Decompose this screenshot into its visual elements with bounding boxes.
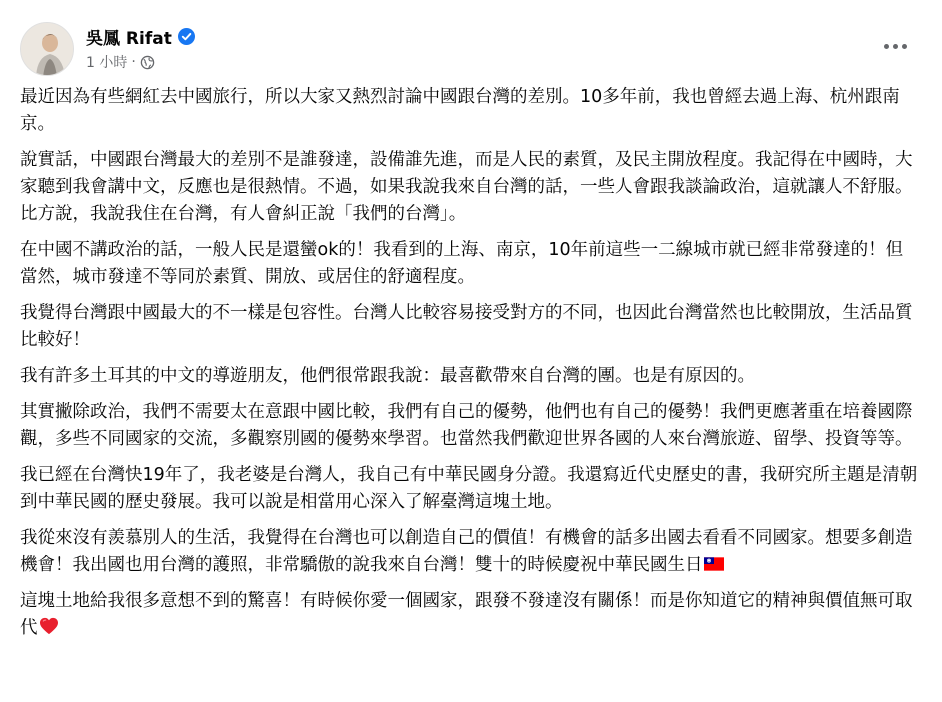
red-heart-icon: [39, 617, 59, 635]
post-paragraph: [20, 399, 920, 453]
avatar-photo-icon: [21, 23, 74, 76]
post-paragraph: [20, 525, 920, 579]
paragraph-text: 最近因為有些網紅去中國旅行，所以大家又熱烈討論中國跟台灣的差別。10多年前，我也曾經去過上海、杭州跟南京。: [20, 87, 900, 134]
paragraph-text: 我已經在台灣快19年了，我老婆是台灣人，我自己有中華民國身分證。我還寫近代史歷史的書，我研究所主題是清朝到中華民國的歷史發展。我可以說是相當用心深入了解臺灣這塊土地。: [20, 465, 918, 512]
paragraph-text: 其實撇除政治，我們不需要太在意跟中國比較，我們有自己的優勢，他們也有自己的優勢！我們更應著重在培養國際觀，多些不同國家的交流，多觀察別國的優勢來學習。也當然我們歡迎世界各國的人來台灣旅遊、留學、投資等等。: [20, 402, 913, 449]
post-header: [20, 20, 920, 76]
post-timestamp[interactable]: 1 小時: [86, 55, 128, 71]
verified-badge-icon: [178, 28, 195, 45]
more-options-button[interactable]: [880, 36, 910, 56]
author-avatar[interactable]: [20, 22, 74, 76]
post-paragraph: [20, 147, 920, 228]
meta-separator: ·: [131, 54, 136, 70]
post-paragraph: [20, 237, 920, 291]
post-paragraph: [20, 588, 920, 642]
post-body: [20, 84, 920, 651]
post-meta: [86, 52, 155, 72]
post-paragraph: [20, 363, 920, 390]
more-dot: [893, 44, 898, 49]
paragraph-text: 這塊土地給我很多意想不到的驚喜！有時候你愛一個國家，跟發不發達沒有關係！而是你知道它的精神與價值無可取代: [20, 591, 913, 638]
post-paragraph: [20, 300, 920, 354]
globe-icon[interactable]: [140, 55, 155, 70]
post-paragraph: [20, 462, 920, 516]
paragraph-text: 說實話，中國跟台灣最大的差別不是誰發達，設備誰先進，而是人民的素質，及民主開放程度。我記得在中國時，大家聽到我會講中文，反應也是很熱情。不過，如果我說我來自台灣的話，一些人會跟我談論政治，這就讓人不舒服。比方說，我說我住在台灣，有人會糾正說「我們的台灣」。: [20, 150, 913, 224]
paragraph-text: 我覺得台灣跟中國最大的不一樣是包容性。台灣人比較容易接受對方的不同，也因此台灣當然也比較開放，生活品質比較好！: [20, 303, 913, 350]
paragraph-text: 我從來沒有羨慕別人的生活，我覺得在台灣也可以創造自己的價值！有機會的話多出國去看看不同國家。想要多創造機會！我出國也用台灣的護照，非常驕傲的說我來自台灣！雙十的時候慶祝中華民國生日: [20, 528, 913, 575]
paragraph-text: 在中國不講政治的話，一般人民是還蠻ok的！我看到的上海、南京，10年前這些一二線城市就已經非常發達的！但當然，城市發達不等同於素質、開放、或居住的舒適程度。: [20, 240, 904, 287]
author-name[interactable]: 吳鳳 Rifat: [86, 29, 172, 49]
flag-taiwan-icon: [704, 557, 724, 571]
more-dot: [902, 44, 907, 49]
more-dot: [884, 44, 889, 49]
post-paragraph: [20, 84, 920, 138]
paragraph-text: 我有許多土耳其的中文的導遊朋友，他們很常跟我說：最喜歡帶來自台灣的團。也是有原因的。: [20, 366, 755, 386]
author-row: [86, 24, 195, 49]
